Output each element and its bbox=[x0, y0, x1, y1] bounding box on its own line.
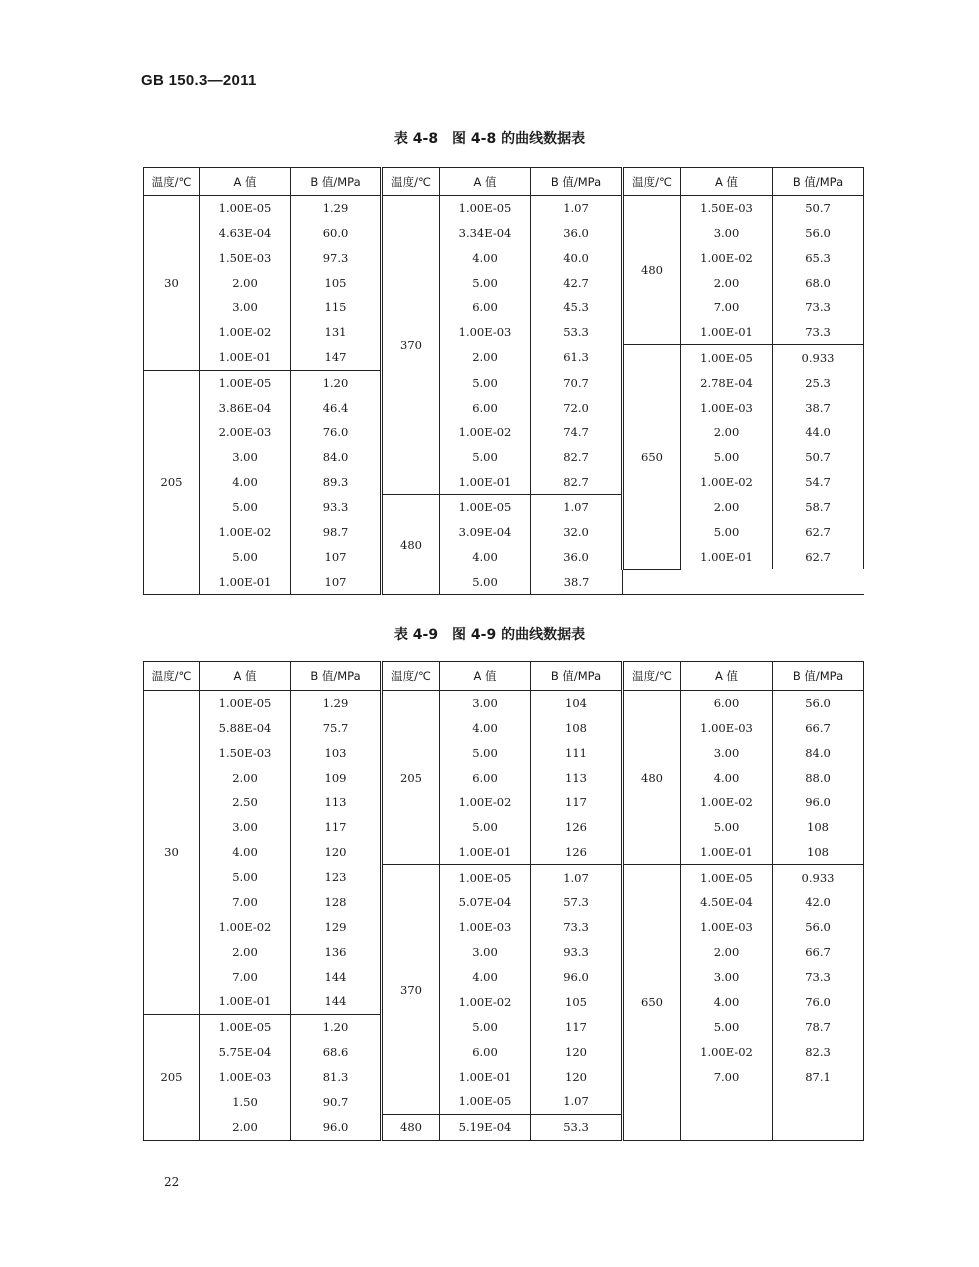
b-value-cell: 104 bbox=[531, 691, 623, 716]
b-value-cell: 42.0 bbox=[773, 890, 864, 915]
table-row bbox=[144, 765, 864, 790]
b-value-cell: 84.0 bbox=[773, 741, 864, 766]
b-value-header: B 值/MPa bbox=[773, 662, 864, 691]
a-value-cell: 4.00 bbox=[681, 765, 773, 790]
b-value-cell: 120 bbox=[531, 1064, 623, 1089]
b-value-cell: 78.7 bbox=[773, 1014, 864, 1039]
b-value-cell: 82.3 bbox=[773, 1040, 864, 1065]
a-value-cell: 3.00 bbox=[440, 940, 531, 965]
a-value-cell: 1.00E-03 bbox=[440, 320, 531, 345]
a-value-cell: 3.00 bbox=[200, 295, 291, 320]
a-value-cell: 1.00E-01 bbox=[681, 320, 773, 345]
table-row bbox=[144, 1014, 864, 1039]
b-value-cell: 76.0 bbox=[291, 420, 382, 445]
b-value-header: B 值/MPa bbox=[773, 168, 864, 196]
table-row bbox=[144, 940, 864, 965]
b-value-cell: 68.0 bbox=[773, 270, 864, 295]
a-value-cell: 1.00E-01 bbox=[681, 840, 773, 865]
b-value-header: B 值/MPa bbox=[531, 662, 623, 691]
b-value-cell: 42.7 bbox=[531, 270, 623, 295]
a-value-cell: 4.00 bbox=[681, 989, 773, 1014]
a-value-cell: 2.78E-04 bbox=[681, 370, 773, 395]
b-value-cell: 126 bbox=[531, 840, 623, 865]
a-value-cell: 2.00 bbox=[200, 1114, 291, 1140]
b-value-cell: 88.0 bbox=[773, 765, 864, 790]
a-value-cell: 1.00E-02 bbox=[200, 320, 291, 345]
table-4-8 bbox=[143, 167, 864, 595]
a-value-cell: 5.00 bbox=[440, 270, 531, 295]
temperature-cell: 480 bbox=[382, 1114, 440, 1140]
b-value-cell: 105 bbox=[531, 989, 623, 1014]
a-value-cell: 1.00E-02 bbox=[681, 469, 773, 494]
a-value-cell: 6.00 bbox=[440, 765, 531, 790]
a-value-cell: 6.00 bbox=[681, 691, 773, 716]
b-value-cell: 96.0 bbox=[531, 964, 623, 989]
table-4-9 bbox=[143, 661, 864, 1141]
b-value-cell: 136 bbox=[291, 940, 382, 965]
a-value-cell: 3.00 bbox=[200, 445, 291, 470]
a-value-cell: 3.86E-04 bbox=[200, 395, 291, 420]
table-row bbox=[144, 865, 864, 890]
b-value-cell: 144 bbox=[291, 964, 382, 989]
a-value-cell: 1.00E-05 bbox=[200, 1014, 291, 1039]
a-value-cell: 4.00 bbox=[440, 716, 531, 741]
a-value-cell: 4.00 bbox=[440, 964, 531, 989]
a-value-cell: 5.00 bbox=[440, 445, 531, 470]
b-value-cell: 74.7 bbox=[531, 420, 623, 445]
b-value-cell: 76.0 bbox=[773, 989, 864, 1014]
b-value-cell: 62.7 bbox=[773, 520, 864, 545]
b-value-cell: 36.0 bbox=[531, 221, 623, 246]
b-value-cell: 1.20 bbox=[291, 370, 382, 395]
b-value-header: B 值/MPa bbox=[291, 168, 382, 196]
b-value-cell: 103 bbox=[291, 741, 382, 766]
temperature-cell: 205 bbox=[144, 1014, 200, 1140]
temperature-cell: 480 bbox=[382, 495, 440, 595]
a-value-cell: 5.00 bbox=[681, 1014, 773, 1039]
table-row bbox=[144, 420, 864, 445]
b-value-cell: 120 bbox=[531, 1040, 623, 1065]
a-value-cell: 1.00E-05 bbox=[200, 691, 291, 716]
a-value-cell: 4.00 bbox=[200, 469, 291, 494]
a-value-cell: 1.00E-03 bbox=[681, 915, 773, 940]
b-value-cell: 98.7 bbox=[291, 520, 382, 545]
b-value-cell: 123 bbox=[291, 865, 382, 890]
a-value-cell: 5.00 bbox=[200, 865, 291, 890]
table-row bbox=[144, 520, 864, 545]
b-value-cell: 129 bbox=[291, 915, 382, 940]
a-value-cell: 2.00 bbox=[681, 495, 773, 520]
temperature-header: 温度/℃ bbox=[144, 662, 200, 691]
b-value-cell: 108 bbox=[773, 840, 864, 865]
a-value-cell: 1.00E-03 bbox=[200, 1064, 291, 1089]
b-value-cell: 73.3 bbox=[531, 915, 623, 940]
a-value-cell: 5.00 bbox=[681, 445, 773, 470]
a-value-cell: 1.00E-02 bbox=[440, 989, 531, 1014]
a-value-cell: 5.07E-04 bbox=[440, 890, 531, 915]
b-value-cell: 1.07 bbox=[531, 865, 623, 890]
b-value-cell: 1.07 bbox=[531, 495, 623, 520]
temperature-cell: 480 bbox=[623, 691, 681, 865]
a-value-cell: 1.00E-02 bbox=[681, 1040, 773, 1065]
a-value-cell: 2.50 bbox=[200, 790, 291, 815]
b-value-cell: 58.7 bbox=[773, 495, 864, 520]
b-value-cell: 45.3 bbox=[531, 295, 623, 320]
table-row bbox=[144, 320, 864, 345]
b-value-cell: 87.1 bbox=[773, 1064, 864, 1089]
a-value-cell: 1.00E-02 bbox=[200, 520, 291, 545]
a-value-cell: 1.00E-05 bbox=[681, 345, 773, 370]
a-value-cell: 3.00 bbox=[681, 964, 773, 989]
b-value-cell: 90.7 bbox=[291, 1089, 382, 1114]
a-value-header: A 值 bbox=[440, 168, 531, 196]
b-value-cell: 81.3 bbox=[291, 1064, 382, 1089]
a-value-cell: 2.00 bbox=[681, 420, 773, 445]
b-value-cell: 105 bbox=[291, 270, 382, 295]
a-value-cell: 1.00E-01 bbox=[200, 569, 291, 594]
a-value-cell: 6.00 bbox=[440, 295, 531, 320]
b-value-cell: 60.0 bbox=[291, 221, 382, 246]
b-value-cell: 147 bbox=[291, 345, 382, 370]
b-value-cell: 50.7 bbox=[773, 445, 864, 470]
a-value-cell: 5.00 bbox=[440, 1014, 531, 1039]
table-row bbox=[144, 1040, 864, 1065]
b-value-cell: 73.3 bbox=[773, 964, 864, 989]
b-value-cell: 73.3 bbox=[773, 295, 864, 320]
a-value-cell: 1.00E-02 bbox=[200, 915, 291, 940]
temperature-cell: 205 bbox=[382, 691, 440, 865]
b-value-header: B 值/MPa bbox=[531, 168, 623, 196]
header-row bbox=[144, 168, 864, 196]
a-value-cell: 1.00E-02 bbox=[681, 245, 773, 270]
b-value-cell: 107 bbox=[291, 569, 382, 594]
b-value-cell: 61.3 bbox=[531, 345, 623, 370]
b-value-cell: 1.07 bbox=[531, 196, 623, 221]
a-value-cell: 5.00 bbox=[681, 520, 773, 545]
b-value-cell: 144 bbox=[291, 989, 382, 1014]
a-value-cell: 5.00 bbox=[200, 545, 291, 570]
table-row bbox=[144, 221, 864, 246]
a-value-cell: 3.00 bbox=[681, 221, 773, 246]
b-value-cell: 70.7 bbox=[531, 370, 623, 395]
b-value-cell: 50.7 bbox=[773, 196, 864, 221]
a-value-cell: 1.00E-01 bbox=[681, 545, 773, 570]
a-value-cell bbox=[681, 1114, 773, 1140]
a-value-cell: 2.00 bbox=[681, 270, 773, 295]
b-value-cell: 68.6 bbox=[291, 1040, 382, 1065]
b-value-cell: 107 bbox=[291, 545, 382, 570]
b-value-cell: 82.7 bbox=[531, 445, 623, 470]
b-value-cell: 53.3 bbox=[531, 320, 623, 345]
b-value-cell: 0.933 bbox=[773, 865, 864, 890]
a-value-cell: 2.00E-03 bbox=[200, 420, 291, 445]
header-row bbox=[144, 662, 864, 691]
b-value-cell: 66.7 bbox=[773, 716, 864, 741]
a-value-header: A 值 bbox=[681, 662, 773, 691]
table-row bbox=[144, 840, 864, 865]
b-value-cell: 72.0 bbox=[531, 395, 623, 420]
b-value-cell: 25.3 bbox=[773, 370, 864, 395]
table-row bbox=[144, 469, 864, 494]
b-value-cell: 84.0 bbox=[291, 445, 382, 470]
a-value-cell: 1.00E-02 bbox=[440, 790, 531, 815]
table-row bbox=[144, 890, 864, 915]
b-value-cell: 53.3 bbox=[531, 1114, 623, 1140]
table-row bbox=[144, 495, 864, 520]
b-value-header: B 值/MPa bbox=[291, 662, 382, 691]
b-value-cell: 93.3 bbox=[291, 495, 382, 520]
table-row bbox=[144, 790, 864, 815]
a-value-cell: 1.50 bbox=[200, 1089, 291, 1114]
b-value-cell: 111 bbox=[531, 741, 623, 766]
table-row bbox=[144, 395, 864, 420]
table-row bbox=[144, 295, 864, 320]
table-row bbox=[144, 370, 864, 395]
b-value-cell: 117 bbox=[531, 1014, 623, 1039]
table-row bbox=[144, 445, 864, 470]
a-value-cell: 4.00 bbox=[440, 545, 531, 570]
temperature-cell: 650 bbox=[623, 345, 681, 569]
table-row bbox=[144, 345, 864, 370]
table-row bbox=[144, 964, 864, 989]
temperature-cell: 370 bbox=[382, 196, 440, 495]
a-value-cell: 1.00E-05 bbox=[440, 495, 531, 520]
temperature-header: 温度/℃ bbox=[382, 168, 440, 196]
b-value-cell: 62.7 bbox=[773, 545, 864, 570]
a-value-cell: 5.19E-04 bbox=[440, 1114, 531, 1140]
temperature-cell: 30 bbox=[144, 691, 200, 1015]
a-value-cell: 2.00 bbox=[440, 345, 531, 370]
table-row bbox=[144, 545, 864, 570]
b-value-cell: 65.3 bbox=[773, 245, 864, 270]
a-value-cell: 1.00E-05 bbox=[440, 1089, 531, 1114]
a-value-cell: 1.00E-03 bbox=[681, 395, 773, 420]
temperature-cell: 205 bbox=[144, 370, 200, 594]
a-value-cell: 1.00E-05 bbox=[200, 370, 291, 395]
b-value-cell: 97.3 bbox=[291, 245, 382, 270]
a-value-cell: 1.00E-05 bbox=[681, 865, 773, 890]
a-value-cell: 7.00 bbox=[200, 890, 291, 915]
a-value-cell: 2.00 bbox=[681, 940, 773, 965]
a-value-cell: 5.00 bbox=[681, 815, 773, 840]
a-value-cell: 4.00 bbox=[200, 840, 291, 865]
temperature-header: 温度/℃ bbox=[623, 168, 681, 196]
b-value-cell: 113 bbox=[531, 765, 623, 790]
a-value-cell: 4.00 bbox=[440, 245, 531, 270]
temperature-header: 温度/℃ bbox=[382, 662, 440, 691]
a-value-cell: 7.00 bbox=[681, 295, 773, 320]
a-value-header: A 值 bbox=[440, 662, 531, 691]
b-value-cell: 126 bbox=[531, 815, 623, 840]
a-value-cell: 3.09E-04 bbox=[440, 520, 531, 545]
a-value-cell: 1.00E-05 bbox=[440, 196, 531, 221]
a-value-cell: 3.34E-04 bbox=[440, 221, 531, 246]
a-value-cell: 6.00 bbox=[440, 395, 531, 420]
a-value-cell: 3.00 bbox=[200, 815, 291, 840]
table-row bbox=[144, 915, 864, 940]
a-value-cell: 1.00E-05 bbox=[200, 196, 291, 221]
a-value-cell: 1.00E-01 bbox=[440, 840, 531, 865]
b-value-cell: 44.0 bbox=[773, 420, 864, 445]
a-value-cell: 4.63E-04 bbox=[200, 221, 291, 246]
table-row bbox=[144, 815, 864, 840]
b-value-cell: 89.3 bbox=[291, 469, 382, 494]
document-header: GB 150.3—2011 bbox=[141, 72, 257, 89]
b-value-cell: 1.29 bbox=[291, 691, 382, 716]
b-value-cell: 56.0 bbox=[773, 915, 864, 940]
b-value-cell: 113 bbox=[291, 790, 382, 815]
table-row bbox=[144, 1114, 864, 1140]
b-value-cell: 131 bbox=[291, 320, 382, 345]
a-value-cell: 1.00E-03 bbox=[681, 716, 773, 741]
a-value-cell: 1.00E-02 bbox=[681, 790, 773, 815]
temperature-cell: 30 bbox=[144, 196, 200, 371]
table-row bbox=[144, 196, 864, 221]
table-row bbox=[144, 245, 864, 270]
b-value-cell: 66.7 bbox=[773, 940, 864, 965]
a-value-cell: 1.00E-01 bbox=[200, 345, 291, 370]
a-value-cell: 1.50E-03 bbox=[200, 741, 291, 766]
a-value-cell: 7.00 bbox=[200, 964, 291, 989]
b-value-cell: 36.0 bbox=[531, 545, 623, 570]
a-value-cell: 1.50E-03 bbox=[681, 196, 773, 221]
b-value-cell: 46.4 bbox=[291, 395, 382, 420]
b-value-cell: 120 bbox=[291, 840, 382, 865]
a-value-cell: 1.00E-01 bbox=[440, 469, 531, 494]
table-row bbox=[144, 1089, 864, 1114]
temperature-cell: 650 bbox=[623, 865, 681, 1140]
a-value-cell: 2.00 bbox=[200, 270, 291, 295]
temperature-header: 温度/℃ bbox=[623, 662, 681, 691]
a-value-header: A 值 bbox=[681, 168, 773, 196]
a-value-cell: 5.00 bbox=[440, 569, 531, 594]
b-value-cell: 54.7 bbox=[773, 469, 864, 494]
b-value-cell: 108 bbox=[773, 815, 864, 840]
b-value-cell: 40.0 bbox=[531, 245, 623, 270]
a-value-cell bbox=[681, 1089, 773, 1114]
table-row bbox=[144, 989, 864, 1014]
table-row bbox=[144, 741, 864, 766]
a-value-cell: 5.75E-04 bbox=[200, 1040, 291, 1065]
a-value-cell: 2.00 bbox=[200, 765, 291, 790]
table-row bbox=[144, 716, 864, 741]
b-value-cell: 82.7 bbox=[531, 469, 623, 494]
b-value-cell: 115 bbox=[291, 295, 382, 320]
a-value-cell: 1.00E-05 bbox=[440, 865, 531, 890]
b-value-cell: 75.7 bbox=[291, 716, 382, 741]
b-value-cell: 38.7 bbox=[531, 569, 623, 594]
temperature-header: 温度/℃ bbox=[144, 168, 200, 196]
a-value-cell: 1.50E-03 bbox=[200, 245, 291, 270]
a-value-cell: 1.00E-01 bbox=[200, 989, 291, 1014]
b-value-cell: 117 bbox=[531, 790, 623, 815]
a-value-cell: 5.88E-04 bbox=[200, 716, 291, 741]
table-row bbox=[144, 569, 864, 594]
b-value-cell: 1.20 bbox=[291, 1014, 382, 1039]
b-value-cell: 128 bbox=[291, 890, 382, 915]
b-value-cell: 0.933 bbox=[773, 345, 864, 370]
b-value-cell: 93.3 bbox=[531, 940, 623, 965]
a-value-cell: 5.00 bbox=[200, 495, 291, 520]
b-value-cell: 1.07 bbox=[531, 1089, 623, 1114]
b-value-cell: 117 bbox=[291, 815, 382, 840]
b-value-cell: 57.3 bbox=[531, 890, 623, 915]
table-row bbox=[144, 270, 864, 295]
temperature-cell: 370 bbox=[382, 865, 440, 1115]
a-value-cell: 2.00 bbox=[200, 940, 291, 965]
a-value-cell: 5.00 bbox=[440, 815, 531, 840]
a-value-cell: 5.00 bbox=[440, 741, 531, 766]
a-value-cell: 3.00 bbox=[440, 691, 531, 716]
b-value-cell: 96.0 bbox=[291, 1114, 382, 1140]
table-4-9-caption: 表 4-9 图 4-9 的曲线数据表 bbox=[393, 627, 586, 643]
table-4-8-caption: 表 4-8 图 4-8 的曲线数据表 bbox=[393, 131, 586, 147]
b-value-cell: 1.29 bbox=[291, 196, 382, 221]
page-number: 22 bbox=[164, 1175, 180, 1189]
b-value-cell: 109 bbox=[291, 765, 382, 790]
a-value-cell: 6.00 bbox=[440, 1040, 531, 1065]
a-value-cell: 3.00 bbox=[681, 741, 773, 766]
a-value-cell: 1.00E-03 bbox=[440, 915, 531, 940]
b-value-cell bbox=[773, 1089, 864, 1114]
b-value-cell: 32.0 bbox=[531, 520, 623, 545]
b-value-cell: 56.0 bbox=[773, 221, 864, 246]
b-value-cell: 38.7 bbox=[773, 395, 864, 420]
table-row bbox=[144, 691, 864, 716]
table-row bbox=[144, 1064, 864, 1089]
b-value-cell: 56.0 bbox=[773, 691, 864, 716]
b-value-cell bbox=[773, 1114, 864, 1140]
a-value-cell: 1.00E-02 bbox=[440, 420, 531, 445]
b-value-cell: 108 bbox=[531, 716, 623, 741]
temperature-cell: 480 bbox=[623, 196, 681, 345]
a-value-cell: 4.50E-04 bbox=[681, 890, 773, 915]
a-value-header: A 值 bbox=[200, 662, 291, 691]
a-value-header: A 值 bbox=[200, 168, 291, 196]
a-value-cell: 7.00 bbox=[681, 1064, 773, 1089]
b-value-cell: 73.3 bbox=[773, 320, 864, 345]
a-value-cell: 1.00E-01 bbox=[440, 1064, 531, 1089]
a-value-cell: 5.00 bbox=[440, 370, 531, 395]
b-value-cell: 96.0 bbox=[773, 790, 864, 815]
